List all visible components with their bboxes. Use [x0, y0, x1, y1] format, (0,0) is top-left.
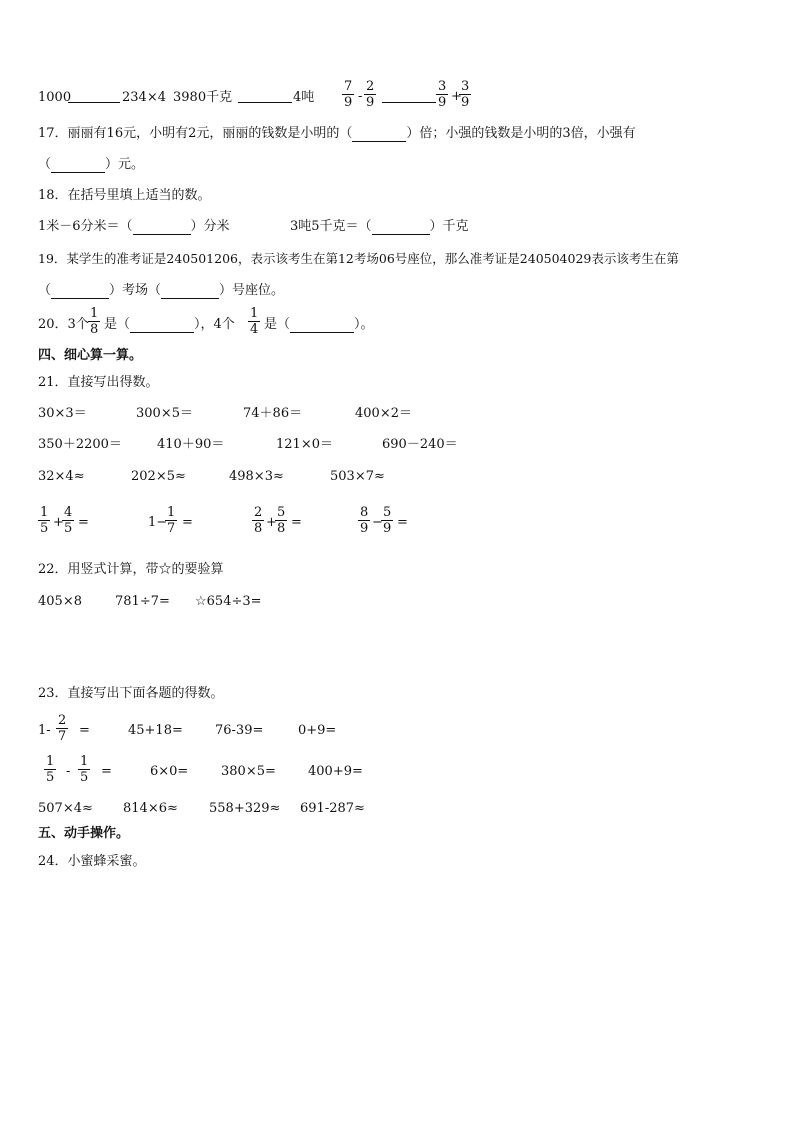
q20-text: 20．3个 — [38, 317, 89, 332]
answer-blank[interactable] — [161, 286, 219, 299]
denominator: 7 — [58, 729, 67, 744]
question-24: 24．小蜜蜂采蜜。 — [38, 854, 146, 869]
answer-blank[interactable] — [133, 222, 191, 235]
denominator: 7 — [167, 521, 176, 536]
plus-sign: + — [266, 515, 277, 530]
denominator: 9 — [383, 521, 392, 536]
calc-item: 380×5= — [221, 764, 276, 779]
q18-text: ）千克 — [429, 219, 469, 234]
numerator: 8 — [360, 505, 369, 520]
calc-item: 6×0= — [150, 764, 189, 779]
fraction — [459, 79, 471, 110]
numerator: 1 — [80, 754, 89, 769]
question-19-line1: 19．某学生的准考证是240501206，表示该考生在第12考场06号座位，那么准考证是240504029表示该考生在第 — [38, 251, 679, 266]
numerator: 5 — [383, 505, 392, 520]
fraction — [381, 505, 393, 536]
question-23-title: 23．直接写出下面各题的得数。 — [38, 686, 224, 701]
fraction — [44, 754, 56, 785]
q19-text: ）号座位。 — [219, 283, 285, 298]
answer-blank[interactable] — [372, 222, 430, 235]
plus-sign: + — [451, 89, 462, 104]
numerator: 4 — [64, 505, 73, 520]
calc-item: 32×4≈ — [38, 469, 85, 484]
question-18-title: 18．在括号里填上适当的数。 — [38, 188, 211, 203]
q17-text: 17．丽丽有16元，小明有2元，丽丽的钱数是小明的（ — [38, 126, 353, 141]
q18-text: ）分米 — [190, 219, 230, 234]
compare-1000: 1000 — [38, 90, 72, 105]
calc-item: 45+18= — [128, 723, 183, 738]
calc-item: 410＋90＝ — [157, 437, 225, 452]
q20-text: 是（ — [104, 317, 131, 332]
answer-blank[interactable] — [51, 160, 105, 173]
equals-sign: = — [79, 723, 90, 738]
equals-sign: = — [397, 515, 408, 530]
calc-item: 300×5＝ — [136, 406, 193, 421]
denominator: 9 — [344, 95, 353, 110]
equals-sign: = — [291, 515, 302, 530]
section-5-heading: 五、动手操作。 — [38, 826, 130, 841]
compare-4t: 4吨 — [293, 90, 315, 105]
fraction — [165, 505, 177, 536]
fraction — [78, 754, 90, 785]
calc-item: 691-287≈ — [300, 801, 365, 816]
q18-text: 1米－6分米＝（ — [38, 219, 133, 234]
one-minus: 1− — [148, 515, 168, 530]
calc-item: 30×3＝ — [38, 406, 87, 421]
answer-blank[interactable] — [352, 129, 406, 142]
calc-item: 507×4≈ — [38, 801, 93, 816]
denominator: 8 — [254, 521, 263, 536]
calc-item: 690－240＝ — [382, 437, 458, 452]
equals-sign: = — [78, 515, 89, 530]
numerator: 2 — [254, 505, 263, 520]
calc-item: 202×5≈ — [131, 469, 186, 484]
one-minus: 1- — [38, 723, 51, 738]
calc-item: 76-39= — [215, 723, 264, 738]
q20-text: ），4个 — [194, 317, 235, 332]
q20-text: 是（ — [264, 317, 291, 332]
numerator: 2 — [58, 713, 67, 728]
plus-sign: + — [53, 515, 64, 530]
calc-item: 400+9= — [308, 764, 363, 779]
q20-part3 — [264, 317, 374, 333]
denominator: 8 — [90, 322, 99, 337]
fraction — [364, 79, 376, 110]
fraction — [342, 79, 354, 110]
denominator: 9 — [438, 95, 447, 110]
denominator: 5 — [80, 770, 89, 785]
answer-blank[interactable] — [68, 90, 120, 103]
q19-text: （ — [38, 283, 52, 298]
numerator: 1 — [46, 754, 55, 769]
vertical-calc-item: 405×8 — [38, 594, 82, 609]
q19-text: ）考场（ — [109, 283, 162, 298]
calc-item: 400×2＝ — [355, 406, 412, 421]
answer-blank[interactable] — [290, 320, 354, 333]
numerator: 1 — [40, 505, 49, 520]
answer-blank[interactable] — [382, 90, 436, 103]
fraction — [248, 306, 260, 337]
fraction — [436, 79, 448, 110]
compare-234x4: 234×4 — [122, 90, 166, 105]
question-22-title: 22．用竖式计算，带☆的要验算 — [38, 562, 224, 577]
numerator: 3 — [438, 79, 447, 94]
numerator: 1 — [90, 306, 99, 321]
calc-item: 74＋86＝ — [243, 406, 303, 421]
question-17-line2 — [38, 157, 144, 173]
answer-blank[interactable] — [130, 320, 194, 333]
denominator: 4 — [250, 322, 259, 337]
minus-sign: − — [372, 515, 383, 530]
equals-sign: = — [101, 764, 112, 779]
fraction — [252, 505, 264, 536]
q17-text: （ — [38, 157, 52, 172]
question-18-b — [290, 219, 469, 235]
section-4-heading: 四、细心算一算。 — [38, 348, 143, 363]
question-19-line2 — [38, 283, 284, 299]
numerator: 7 — [344, 79, 353, 94]
equals-sign: = — [182, 515, 193, 530]
calc-item: 350＋2200＝ — [38, 437, 122, 452]
minus-sign: - — [66, 764, 71, 779]
denominator: 5 — [40, 521, 49, 536]
fraction — [88, 306, 100, 337]
fraction — [38, 505, 50, 536]
denominator: 5 — [64, 521, 73, 536]
calc-item: 814×6≈ — [123, 801, 178, 816]
calc-item: 498×3≈ — [229, 469, 284, 484]
q20-part2 — [104, 317, 235, 333]
calc-item: 503×7≈ — [330, 469, 385, 484]
q20-text: ）。 — [354, 317, 374, 332]
fraction — [358, 505, 370, 536]
denominator: 5 — [46, 770, 55, 785]
denominator: 9 — [461, 95, 470, 110]
q18-text: 3吨5千克＝（ — [290, 219, 372, 234]
denominator: 9 — [360, 521, 369, 536]
calc-item: 558+329≈ — [209, 801, 281, 816]
fraction — [62, 505, 74, 536]
vertical-calc-item: 781÷7= — [115, 594, 170, 609]
numerator: 3 — [461, 79, 470, 94]
numerator: 2 — [366, 79, 375, 94]
q17-text: ）元。 — [105, 157, 145, 172]
fraction — [56, 713, 68, 744]
calc-item: 0+9= — [298, 723, 337, 738]
numerator: 1 — [167, 505, 176, 520]
q17-text: ）倍；小强的钱数是小明的3倍，小强有 — [406, 126, 636, 141]
vertical-calc-item: ☆654÷3= — [195, 594, 262, 609]
minus-sign: - — [358, 89, 363, 104]
answer-blank[interactable] — [238, 90, 292, 103]
question-18-a — [38, 219, 230, 235]
fraction — [275, 505, 287, 536]
denominator: 8 — [277, 521, 286, 536]
calc-item: 121×0＝ — [276, 437, 333, 452]
answer-blank[interactable] — [51, 286, 109, 299]
numerator: 5 — [277, 505, 286, 520]
denominator: 9 — [366, 95, 375, 110]
question-21-title: 21．直接写出得数。 — [38, 375, 159, 390]
numerator: 1 — [250, 306, 259, 321]
compare-3980kg: 3980千克 — [173, 90, 233, 105]
question-17-line1 — [38, 126, 636, 142]
